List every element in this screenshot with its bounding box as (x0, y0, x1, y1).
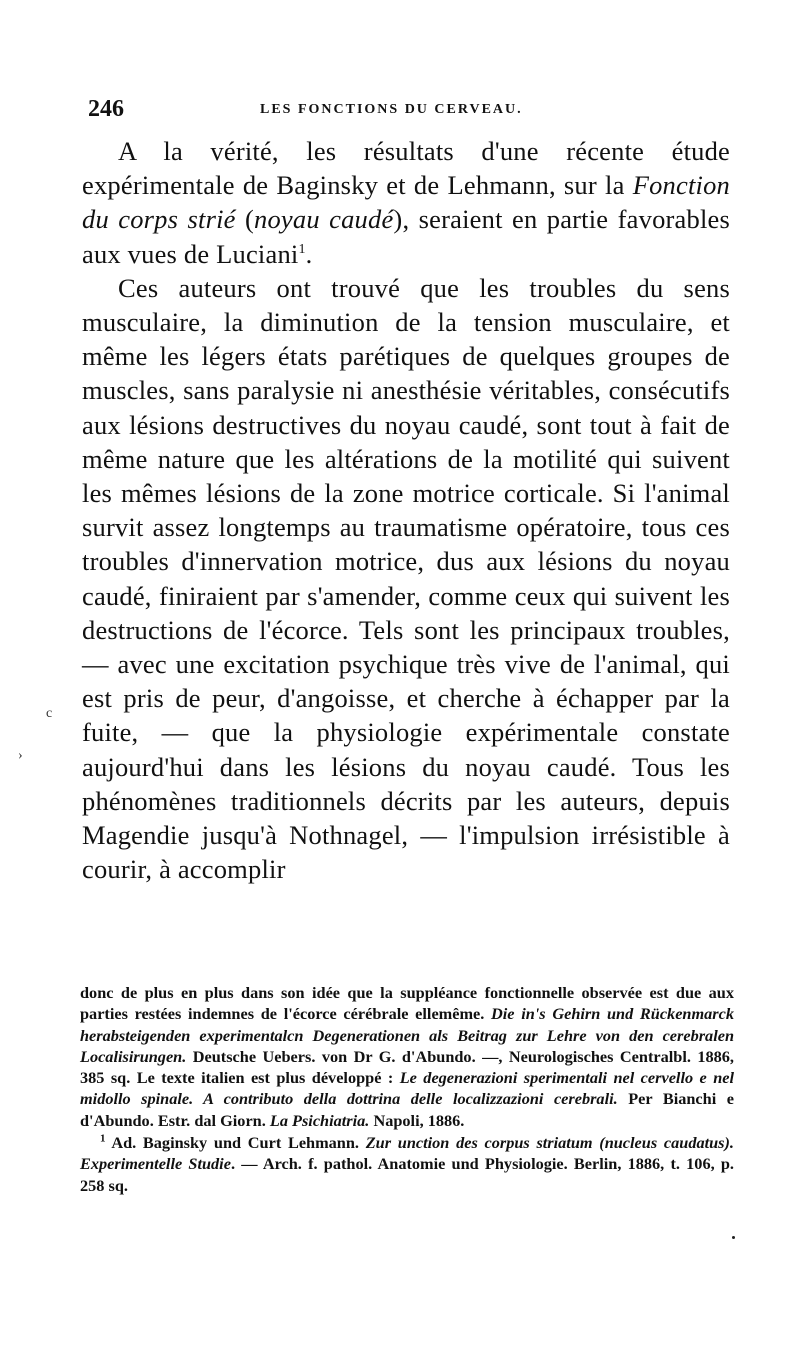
footnote-continued-text-c: Per Bianchi e d'Abundo. Estr. dal Giorn. (80, 1089, 734, 1130)
paragraph-1-text-a: A la vérité, les résultats d'une récente étude expérimentale de Baginsky et de Lehmann, sur la (82, 136, 730, 201)
footnote-1 (80, 1132, 734, 1196)
main-text (82, 134, 730, 886)
footnote-continued-italic-b: Le degenerazioni sperimentali nel cervello e nel midollo spinale. A contributo della dottrina delle localizzazioni cerebrali. (80, 1068, 734, 1109)
footnote-continued (80, 982, 734, 1131)
page-header (82, 96, 730, 126)
paragraph-1-italic-subtitle: noyau caudé (254, 204, 394, 235)
footnotes (80, 982, 734, 1196)
paragraph-1-text-d: . (305, 238, 313, 269)
footnote-continued-text-b: Deutsche Uebers. von Dr G. d'Abundo. —, Neurologisches Centralbl. 1886, 385 sq. Le texte italien est plus développé : (80, 1046, 734, 1088)
footnote-continued-italic-c: La Psichiatria. (269, 1110, 370, 1130)
paragraph-1 (82, 134, 730, 271)
footnote-continued-italic-a: Die in's Gehirn und Rückenmarck herabsteigenden experimentalcn Degenerationen als Beitrag zur Lehre von den cerebralen Localisirungen. (80, 1004, 734, 1066)
paragraph-1-text-b: ( (235, 204, 255, 235)
footnote-1-text-a: Ad. Baginsky und Curt Lehmann. (105, 1133, 366, 1153)
footnote-reference: 1 (298, 241, 306, 257)
footnote-1-text-b: . — Arch. f. pathol. Anatomie und Physiologie. Berlin, 1886, t. 106, p. 258 sq. (80, 1154, 734, 1195)
margin-mark-1: c (46, 706, 53, 721)
running-title: LES FONCTIONS DU CERVEAU. (260, 102, 523, 117)
footnote-1-italic: Zur unction des corpus striatum (nucleus caudatus). Experimentelle Studie (80, 1133, 735, 1174)
margin-mark-2: › (18, 748, 23, 763)
footnote-continued-text-d: Napoli, 1886. (369, 1110, 465, 1130)
footnote-continued-text-a: donc de plus en plus dans son idée que la suppléance fonctionnelle observée est due aux parties restées indemnes de l'écorce cérébrale ellemême. (80, 983, 734, 1024)
page-number: 246 (88, 96, 124, 122)
paragraph-1-italic-title: Fonction du corps strié (82, 170, 730, 235)
paragraph-2: Ces auteurs ont trouvé que les troubles du sens musculaire, la diminution de la tension musculaire, et même les légers états parétiques de quelques groupes de muscles, sans paralysie ni anesthésie véritables, consécutifs aux lésions destructives du noyau caudé, sont tout à fait de même nature que les altérations de la motilité qui suivent les mêmes lésions de la zone motrice corticale. Si l'animal survit assez longtemps au traumatisme opératoire, tous ces troubles d'innervation motrice, dus aux lésions du noyau caudé, finiraient par s'amender, comme ceux qui suivent les destructions de l'écorce. Tels sont les principaux troubles, — avec une excitation psychique très vive de l'animal, qui est pris de peur, d'angoisse, et cherche à échapper par la fuite, — que la physiologie expérimentale constate aujourd'hui dans les lésions du noyau caudé. Tous les phénomènes traditionnels décrits par les auteurs, depuis Magendie jusqu'à Nothnagel, — l'impulsion irrésistible à courir, à accomplir (82, 272, 730, 885)
ink-speck (732, 1236, 735, 1239)
paragraph-1-text-c: ), seraient en partie favorables aux vues de Luciani (82, 204, 730, 269)
footnote-1-marker: 1 (100, 1132, 106, 1145)
